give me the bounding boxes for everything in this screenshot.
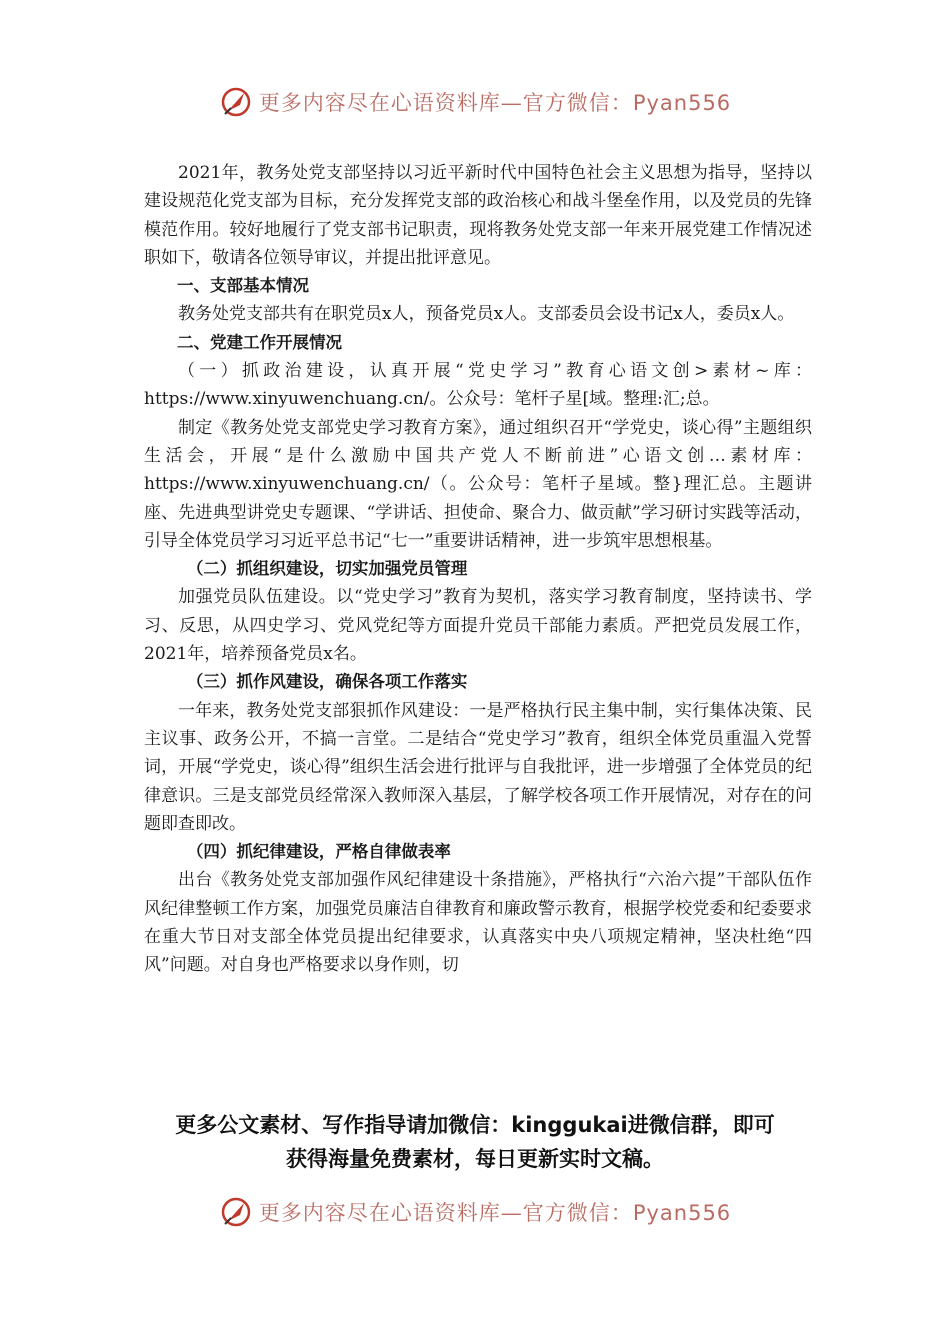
footer-banner	[0, 1194, 950, 1230]
document-body	[144, 159, 812, 980]
paragraph: 教务处党支部共有在职党员x人，预备党员x人。支部委员会设书记x人，委员x人。	[178, 304, 795, 325]
section-heading: 一、支部基本情况	[177, 276, 309, 296]
paragraph: 出台《教务处党支部加强作风纪律建设十条措施》，严格执行“六治六提”干部队伍作风纪律整顿工作方案，加强党员廉洁自律教育和廉政警示教育，根据学校党委和纪委要求在重大节日对支部全体党员提出纪律要求，认真落实中央八项规定精神，坚决杜绝“四风”问题。对自身也严格要求以身作则，切	[144, 870, 812, 976]
section-heading: 二、党建工作开展情况	[177, 332, 342, 352]
paragraph: 制定《教务处党支部党史学习教育方案》，通过组织召开“学党史，谈心得”主题组织生活会，开展“是什么激励中国共产党人不断前进”心语文创…素材库：https://www.xinyuwenchuang.cn/（。公众号：笔杆子星域。整}理汇总。主题讲座、先进典型讲党史专题课、“学讲话、担使命、聚合力、做贡献”学习研讨实践等活动，引导全体党员学习习近平总书记“七一”重要讲话精神，进一步筑牢思想根基。	[144, 417, 812, 551]
section-heading: （二）抓组织建设，切实加强党员管理	[186, 559, 468, 579]
quill-logo-icon	[219, 85, 253, 119]
section-heading: （四）抓纪律建设，严格自律做表率	[186, 842, 451, 862]
notice-line-2: 获得海量免费素材，每日更新实时文稿。	[286, 1147, 664, 1171]
paragraph: 一年来，教务处党支部狠抓作风建设：一是严格执行民主集中制，实行集体决策、民主议事、政务公开，不搞一言堂。二是结合“党史学习”教育，组织全体党员重温入党誓词，开展“学党史，谈心得”组织生活会进行批评与自我批评，进一步增强了全体党员的纪律意识。三是支部党员经常深入教师深入基层，了解学校各项工作开展情况，对存在的问题即查即改。	[144, 700, 812, 834]
banner-text: 更多内容尽在心语资料库—官方微信：Pyan556	[258, 1201, 732, 1225]
wechat-notice	[0, 1108, 950, 1176]
paragraph: 加强党员队伍建设。以“党史学习”教育为契机，落实学习教育制度，坚持读书、学习、反思，从四史学习、党风党纪等方面提升党员干部能力素质。严把党员发展工作，2021年，培养预备党员x名。	[144, 587, 812, 665]
header-banner	[0, 84, 950, 120]
notice-line-1: 更多公文素材、写作指导请加微信：kinggukai进微信群，即可	[175, 1113, 775, 1137]
quill-logo-icon	[219, 1195, 253, 1229]
paragraph: （一）抓政治建设，认真开展“党史学习”教育心语文创>素材~库：https://www.xinyuwenchuang.cn/。公众号：笔杆子星[域。整理:汇;总。	[144, 361, 812, 410]
section-heading: （三）抓作风建设，确保各项工作落实	[186, 672, 468, 692]
paragraph: 2021年，教务处党支部坚持以习近平新时代中国特色社会主义思想为指导，坚持以建设规范化党支部为目标，充分发挥党支部的政治核心和战斗堡垒作用，以及党员的先锋模范作用。较好地履行了党支部书记职责，现将教务处党支部一年来开展党建工作情况述职如下，敬请各位领导审议，并提出批评意见。	[144, 163, 812, 268]
banner-text: 更多内容尽在心语资料库—官方微信：Pyan556	[258, 91, 732, 115]
